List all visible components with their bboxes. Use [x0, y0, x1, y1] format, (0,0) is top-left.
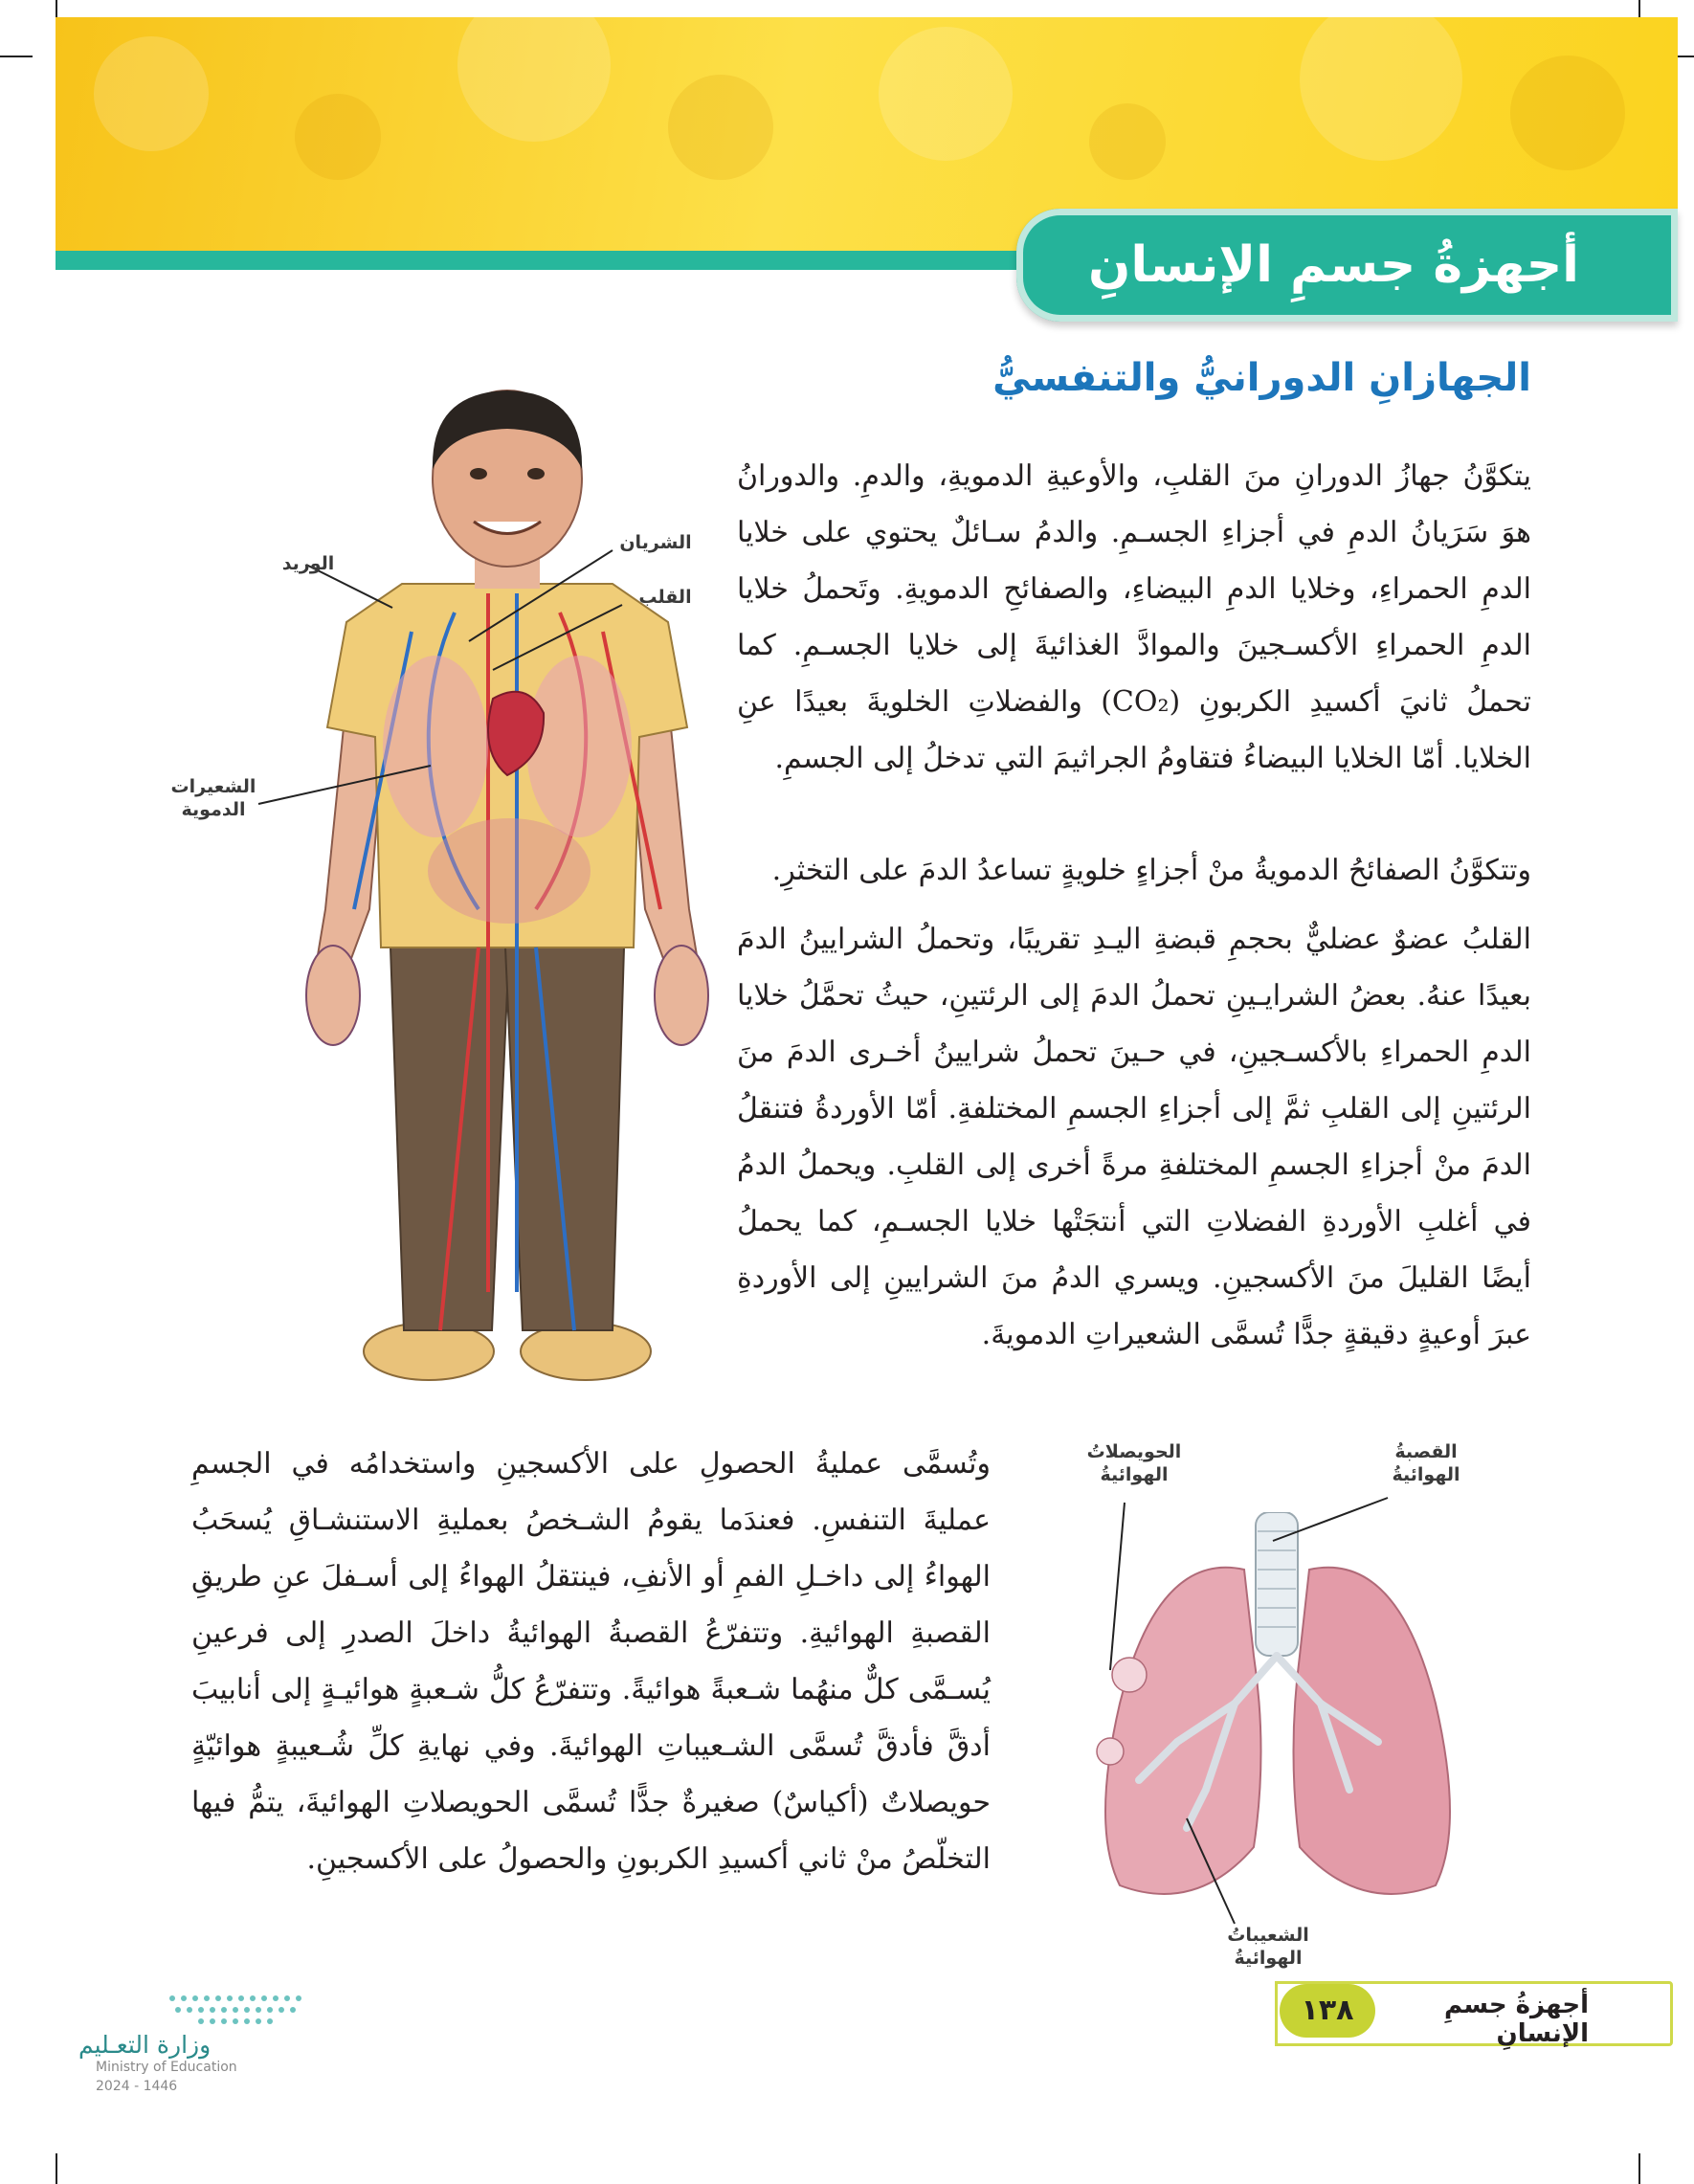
page-number: ١٣٨: [1280, 1984, 1375, 2038]
label-capillaries: الشعيرات الدموية: [170, 776, 256, 820]
label-alveoli: الحويصلاتُ الهوائيةُ: [1086, 1441, 1182, 1485]
crop-mark: [0, 56, 33, 57]
label-artery: الشريان: [619, 532, 692, 553]
label-heart: القلب: [638, 587, 692, 608]
section-heading: الجهازانِ الدورانيُّ والتنفسيُّ: [992, 356, 1531, 400]
label-vein: الوريد: [281, 553, 335, 574]
crop-mark: [1638, 2153, 1640, 2184]
ministry-logo-icon: [163, 1989, 316, 2027]
paragraph-respiratory: وتُسمَّى عمليةُ الحصولِ على الأكسجينِ واستخدامُه في الجسمِ عمليةَ التنفسِ. فعندَما يقومُ الشـخصُ بعمليةِ الاستنشـاقِ يُسحَبُ الهواءُ إلى داخـلِ الفمِ أو الأنفِ، فينتقلُ الهواءُ إلى أسـفلَ عنِ طريقِ القصبةِ الهوائيةِ. وتتفرّعُ القصبةُ الهوائيةُ داخلَ الصدرِ إلى فرعينِ يُسـمَّى كلٌّ منهُما شـعبةً هوائيةً. وتتفرّعُ كلُّ شـعبةٍ هوائيـةٍ إلى أنابيبَ أدقَّ فأدقَّ تُسمَّى الشـعيباتِ الهوائيةَ. وفي نهايةِ كلِّ شُـعيبةٍ هوائيّةٍ حويصلاتٌ (أكياسٌ) صغيرةٌ جدًّا تُسمَّى الحويصلاتِ الهوائيةَ، يتمُّ فيها التخلّصُ منْ ثاني أكسيدِ الكربونِ والحصولُ على الأكسجينِ.: [191, 1447, 991, 1876]
label-trachea: القصبةُ الهوائيةُ: [1392, 1441, 1460, 1485]
footer-title: أجهزةُ جسمِ الإنسانِ: [1444, 1991, 1589, 2048]
lungs-figure-leaders: [1053, 1455, 1512, 1952]
ministry-name-ar: وزارة التعـليم: [78, 2031, 212, 2059]
body-figure-leaders: [239, 536, 737, 823]
label-bronchioles: الشعيباتُ الهوائيةُ: [1227, 1925, 1309, 1969]
ministry-name-en: Ministry of Education: [96, 2060, 237, 2075]
paragraph-circulatory: يتكوَّنُ جهازُ الدورانِ منَ القلبِ، والأوعيةِ الدمويةِ، والدمِ. والدورانُ هوَ سَرَيانُ الدمِ في أجزاءِ الجسـمِ. والدمُ سـائلٌ يحتوي على خلايا الدمِ الحمراءِ، وخلايا الدمِ البيضاءِ، والصفائحِ الدمويةِ. وتَحملُ خلايا الدمِ الحمراءِ الأكسـجينَ والموادَّ الغذائيةَ إلى خلايا الجسـمِ. كما تحملُ ثانيَ أكسيدِ الكربونِ (CO₂) والفضلاتِ الخلويةَ بعيدًا عنِ الخلايا. أمّا الخلايا البيضاءُ فتقاومُ الجراثيمَ التي تدخلُ إلى الجسمِ.: [737, 459, 1531, 775]
circulatory-system-figure: [287, 373, 727, 1388]
crop-mark: [56, 2153, 57, 2184]
paragraph-heart: القلبُ عضوٌ عضليٌّ بحجمِ قبضةِ اليـدِ تقريبًا، وتحملُ الشرايينُ الدمَ بعيدًا عنهُ. بعضُ الشرايـينِ تحملُ الدمَ إلى الرئتينِ، حيثُ تحمَّلُ خلايا الدمِ الحمراءِ بالأكسـجينِ، في حـينَ تحملُ شرايينُ أخـرى الدمَ منَ الرئتينِ إلى القلبِ ثمَّ إلى أجزاءِ الجسمِ المختلفةِ. أمّا الأوردةُ فتنقلُ الدمَ منْ أجزاءِ الجسمِ المختلفةِ مرةً أخرى إلى القلبِ. ويحملُ الدمُ في أغلبِ الأوردةِ الفضلاتِ التي أنتجَتْها خلايا الجسـمِ، كما يحملُ أيضًا القليلَ منَ الأكسجينِ. ويسري الدمُ منَ الشرايينِ إلى الأوردةِ عبرَ أوعيةٍ دقيقةٍ جدًّا تُسمَّى الشعيراتِ الدمويةَ.: [737, 923, 1531, 1351]
edition-year: 2024 - 1446: [96, 2079, 178, 2094]
paragraph-platelets: وتتكوَّنُ الصفائحُ الدمويةُ منْ أجزاءٍ خلويةٍ تساعدُ الدمَ على التخثرِ.: [771, 854, 1531, 887]
page-title: أجهزةُ جسمِ الإنسانِ: [1088, 236, 1579, 294]
